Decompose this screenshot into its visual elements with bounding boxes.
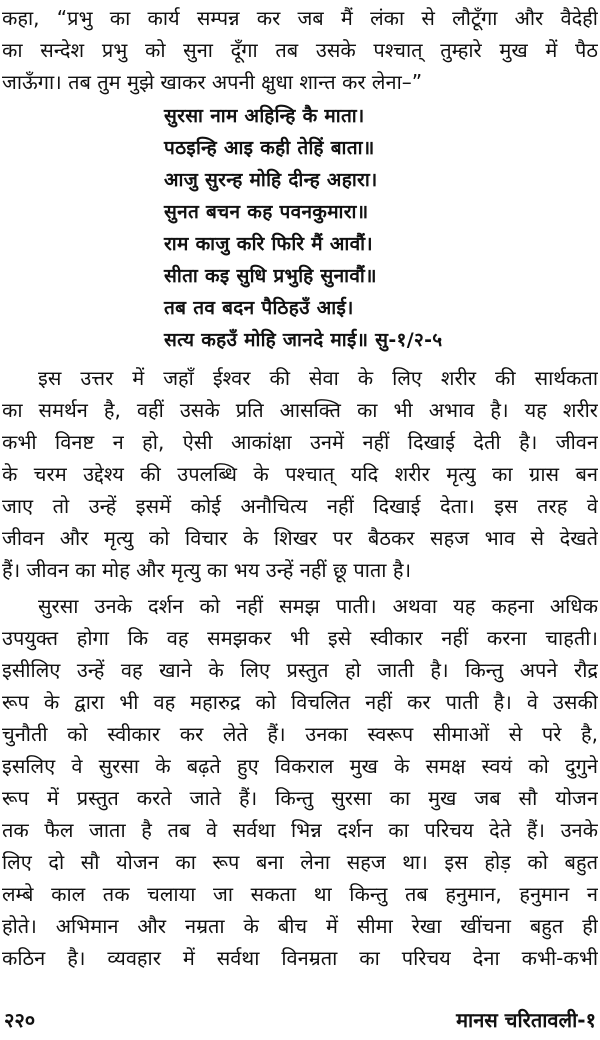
paragraph-2-line-5: चुनौती को स्वीकार कर लेते हैं। उनका स्वरूप सीमाओं से परे है, bbox=[2, 722, 598, 746]
paragraph-1-line-2: का समर्थन है, वहीं उसके प्रति आसक्ति का भी अभाव है। यह शरीर bbox=[2, 398, 598, 422]
verse-line-5: राम काजु करि फिरि मैं आवौं। bbox=[164, 233, 373, 255]
paragraph-2-line-1: सुरसा उनके दर्शन को नहीं समझ पाती। अथवा यह कहना अधिक bbox=[38, 594, 598, 618]
paragraph-2-line-7: रूप में प्रस्तुत करते जाते हैं। किन्तु सुरसा का मुख जब सौ योजन bbox=[2, 786, 598, 810]
paragraph-1-line-1: इस उत्तर में जहाँ ईश्वर की सेवा के लिए शरीर की सार्थकता bbox=[38, 366, 598, 390]
paragraph-2-line-2: उपयुक्त होगा कि वह समझकर भी इसे स्वीकार नहीं करना चाहती। bbox=[2, 626, 598, 650]
paragraph-2-line-12: कठिन है। व्यवहार में सर्वथा विनम्रता का परिचय देना कभी-कभी bbox=[2, 946, 598, 970]
book-title: मानस चरितावली-१ bbox=[456, 1008, 596, 1032]
paragraph-1-line-3: कभी विनष्ट न हो, ऐसी आकांक्षा उनमें नहीं दिखाई देती है। जीवन bbox=[2, 430, 598, 454]
paragraph-2-line-8: तक फैल जाता है तब वे सर्वथा भिन्न दर्शन का परिचय देते हैं। उनके bbox=[2, 818, 598, 842]
intro-line-2: का सन्देश प्रभु को सुना दूँगा तब उसके पश्चात् तुम्हारे मुख में पैठ bbox=[2, 38, 598, 62]
paragraph-2-line-10: लम्बे काल तक चलाया जा सकता था किन्तु तब हनुमान, हनुमान न bbox=[2, 882, 598, 906]
paragraph-1-line-7: हैं। जीवन का मोह और मृत्यु का भय उन्हें नहीं छू पाता है। bbox=[2, 558, 412, 582]
paragraph-1-line-6: जीवन और मृत्यु को विचार के शिखर पर बैठकर सहज भाव से देखते bbox=[2, 526, 598, 550]
paragraph-1-line-5: जाए तो उन्हें इसमें कोई अनौचित्य नहीं दिखाई देता। इस तरह वे bbox=[2, 494, 598, 518]
verse-line-2: पठइन्हि आइ कही तेहिं बाता॥ bbox=[164, 137, 375, 159]
paragraph-2-line-11: होते। अभिमान और नम्रता के बीच में सीमा रेखा खींचना बहुत ही bbox=[2, 914, 598, 938]
verse-line-3: आजु सुरन्ह मोहि दीन्ह अहारा। bbox=[164, 169, 378, 191]
verse-line-4: सुनत बचन कह पवनकुमारा॥ bbox=[164, 201, 369, 223]
paragraph-2-line-4: रूप के द्वारा भी वह महारुद्र को विचलित नहीं कर पाती है। वे उसकी bbox=[2, 690, 598, 714]
paragraph-2-line-3: इसीलिए उन्हें वह खाने के लिए प्रस्तुत हो जाती है। किन्तु अपने रौद्र bbox=[2, 658, 598, 682]
intro-line-1: कहा, “प्रभु का कार्य सम्पन्न कर जब मैं लंका से लौटूँगा और वैदेही bbox=[2, 6, 598, 30]
verse-line-1: सुरसा नाम अहिन्हि कै माता। bbox=[164, 105, 365, 127]
page-number: २२० bbox=[4, 1008, 36, 1032]
paragraph-2-line-9: लिए दो सौ योजन का रूप बना लेना सहज था। इस होड़ को बहुत bbox=[2, 850, 598, 874]
verse-line-7: तब तव बदन पैठिहउँ आई। bbox=[164, 297, 354, 319]
intro-line-3: जाऊँगा। तब तुम मुझे खाकर अपनी क्षुधा शान्त कर लेना–” bbox=[2, 70, 423, 94]
paragraph-1-line-4: के चरम उद्देश्य की उपलब्धि के पश्चात् यदि शरीर मृत्यु का ग्रास बन bbox=[2, 462, 598, 486]
paragraph-2-line-6: इसलिए वे सुरसा के बढ़ते हुए विकराल मुख के समक्ष स्वयं को दुगुने bbox=[2, 754, 598, 778]
verse-line-6: सीता कइ सुधि प्रभुहि सुनावौं॥ bbox=[164, 265, 377, 287]
verse-line-8: सत्य कहउँ मोहि जानदे माई॥ सु-१/२-५ bbox=[164, 329, 443, 351]
